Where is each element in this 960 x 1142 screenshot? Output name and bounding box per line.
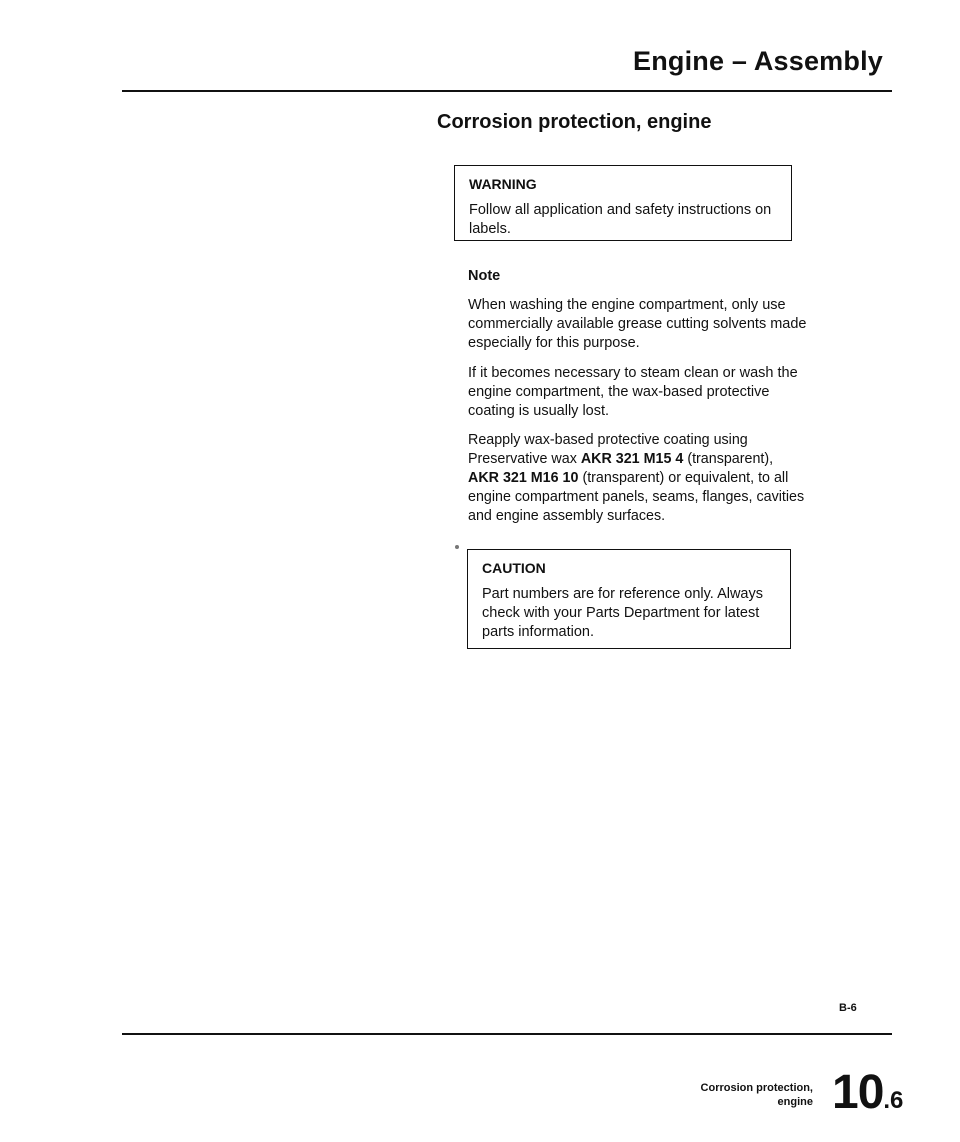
scan-speck — [455, 545, 459, 549]
footer-caption — [701, 1081, 813, 1109]
page-header-title: Engine – Assembly — [633, 46, 883, 76]
note-title: Note — [468, 268, 501, 284]
warning-text: Follow all application and safety instructions on labels. — [469, 202, 772, 237]
part-number: AKR 321 M15 4 — [580, 451, 684, 467]
section-number-minor: .6 — [883, 1087, 904, 1114]
footer-caption-line: engine — [777, 1096, 813, 1108]
paragraph-text: (transparent), — [683, 451, 774, 467]
note-paragraph — [468, 431, 808, 526]
note-paragraph: If it becomes necessary to steam clean or wash the engine compartment, the wax-based protective coating is usually lost. — [468, 365, 798, 419]
page-reference: B-6 — [839, 1002, 857, 1014]
section-title: Corrosion protection, engine — [437, 111, 712, 133]
part-number: AKR 321 M16 10 — [468, 470, 579, 486]
caution-box — [467, 549, 791, 649]
note-paragraph: When washing the engine compartment, only use commercially available grease cutting solvents made especially for this purpose. — [468, 297, 807, 351]
paragraph-text: (transparent) or equivalent, to all engine compartment panels, seams, flanges, cavities and engine assembly surfaces. — [468, 470, 805, 524]
header-rule — [122, 90, 892, 92]
caution-text: Part numbers are for reference only. Always check with your Parts Department for latest parts information. — [482, 586, 763, 640]
caution-title: CAUTION — [482, 560, 546, 576]
warning-title: WARNING — [469, 176, 537, 192]
section-number-major: 10 — [832, 1066, 884, 1119]
warning-box — [454, 165, 792, 241]
paragraph-text: Reapply wax-based protective coating using Preservative wax — [468, 432, 748, 467]
footer-rule — [122, 1033, 892, 1035]
footer-caption-line: Corrosion protection, — [700, 1082, 813, 1094]
section-number — [832, 1065, 903, 1120]
